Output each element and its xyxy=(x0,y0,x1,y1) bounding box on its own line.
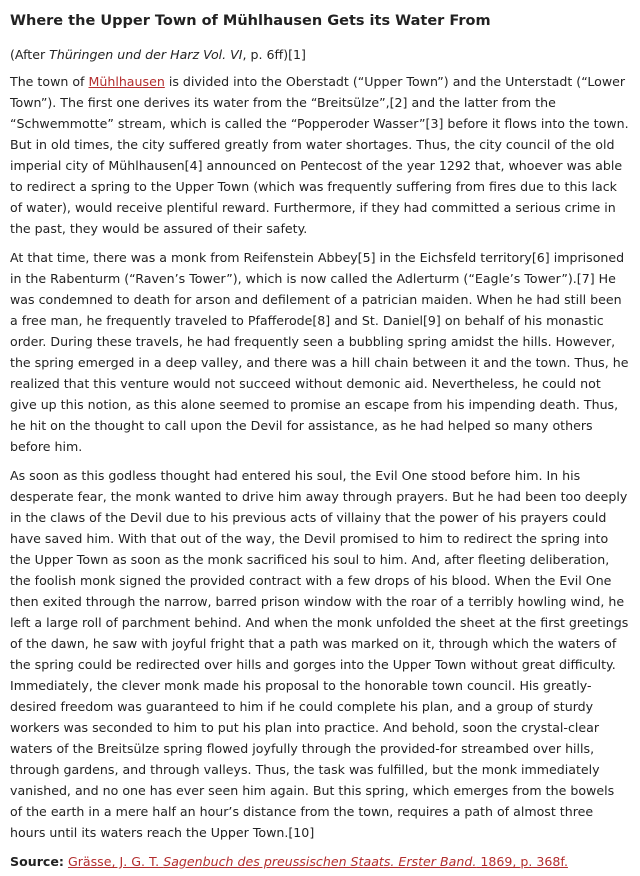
paragraph-1-body: is divided into the Oberstadt (“Upper Town”) and the Unterstadt (“Lower Town”). The first one derives its water from the “Breitsülze”,[2] and the latter from the “Schwemmotte” stream, which is called the “Popperoder Wasser”[3] before it flows into the town. But in old times, the city suffered greatly from water shortages. Thus, the city council of the old imperial city of Mühlhausen[4] announced on Pentecost of the year 1292 that, whoever was able to redirect a spring to the Upper Town (which was frequently suffering from fires due to this lack of water), would receive plentiful reward. Furthermore, if they had committed a serious crime in the past, they would be assured of their safety. xyxy=(10,74,629,236)
source-title: Sagenbuch des preussischen Staats. Erster Band. xyxy=(163,854,477,869)
paragraph-1-intro: The town of xyxy=(10,74,89,89)
attribution-suffix: , p. 6ff)[1] xyxy=(242,47,306,62)
source-label: Source: xyxy=(10,854,64,869)
attribution-work: Thüringen und der Harz Vol. VI xyxy=(49,47,243,62)
source-line xyxy=(10,851,630,872)
paragraph-3: As soon as this godless thought had entered his soul, the Evil One stood before him. In his desperate fear, the monk wanted to drive him away through prayers. But he had been too deeply in the claws of the Devil due to his previous acts of villainy that the power of his prayers could have saved him. With that out of the way, the Devil promised to him to redirect the spring into the Upper Town as soon as the monk sacrificed his soul to him. And, after fleeting deliberation, the foolish monk signed the provided contract with a few drops of his blood. When the Evil One then exited through the narrow, barred prison window with the roar of a terribly howling wind, he left a large roll of parchment behind. And when the monk unfolded the sheet at the first greetings of the dawn, he saw with joyful fright that a path was marked on it, through which the waters of the spring could be redirected over hills and gorges into the Upper Town without great difficulty. Immediately, the clever monk made his proposal to the honorable town council. His greatly-desired freedom was guaranteed to him if he could complete his plan, and a group of sturdy workers was seconded to him to put his plan into practice. And behold, soon the crystal-clear waters of the Breitsülze spring flowed joyfully through the provided-for streambed over hills, through gardens, and through valleys. Thus, the task was fulfilled, but the monk immediately vanished, and no one has ever seen him again. But this spring, which emerges from the bowels of the earth in a mere half an hour’s distance from the town, requires a path of almost three hours until its waters reach the Upper Town.[10] xyxy=(10,468,629,840)
attribution-prefix: (After xyxy=(10,47,50,62)
muhlhausen-link[interactable]: Mühlhausen xyxy=(88,74,165,89)
source-details: 1869, p. 368f. xyxy=(476,854,568,869)
paragraph-2: At that time, there was a monk from Reifenstein Abbey[5] in the Eichsfeld territory[6] imprisoned in the Rabenturm (“Raven’s Tower”), which is now called the Adlerturm (“Eagle’s Tower”).[7] He was condemned to death for arson and defilement of a patrician maiden. When he had still been a free man, he frequently traveled to Pfafferode[8] and St. Daniel[9] on behalf of his monastic order. During these travels, he had frequently seen a bubbling spring amidst the hills. However, the spring emerged in a deep valley, and there was a hill chain between it and the town. Thus, he realized that this venture would not succeed without demonic aid. Nevertheless, he could not give up this notion, as this alone seemed to promise an escape from his impending death. Thus, he hit on the thought to call upon the Devil for assistance, as he had helped so many others before him. xyxy=(10,250,629,454)
source-author: Grässe, J. G. T. xyxy=(67,854,164,869)
source-link[interactable] xyxy=(68,854,568,869)
paragraph-1 xyxy=(10,71,630,239)
page-title: Where the Upper Town of Mühlhausen Gets its Water From xyxy=(10,13,491,29)
attribution xyxy=(10,44,630,65)
